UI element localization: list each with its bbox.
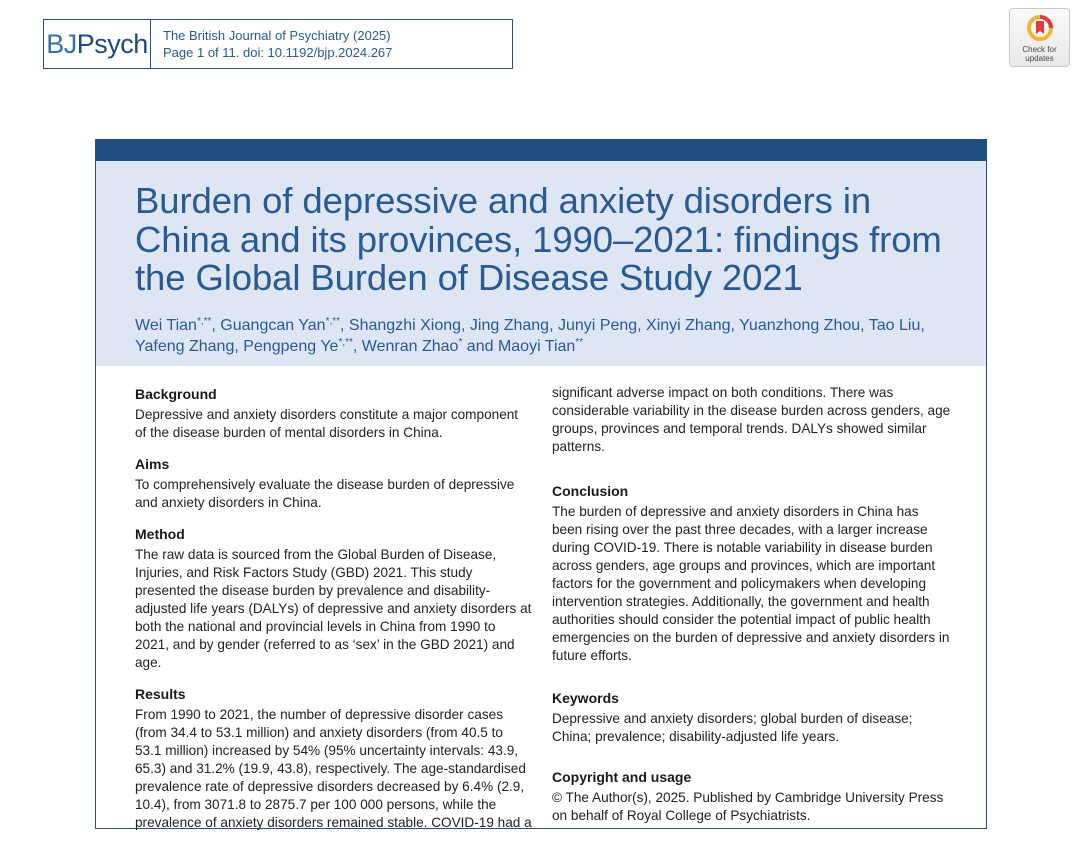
- author-separator: ,: [211, 317, 221, 334]
- author-separator: ,: [461, 317, 470, 334]
- author-name[interactable]: Yafeng Zhang: [135, 338, 235, 355]
- page-doi-line: Page 1 of 11. doi: 10.1192/bjp.2024.267: [163, 45, 393, 60]
- author-name[interactable]: Wenran Zhao: [361, 338, 459, 355]
- author-separator: ,: [920, 317, 925, 334]
- keywords-text: Depressive and anxiety disorders; global burden of disease; China; prevalence; disability-adjusted life years.: [552, 711, 913, 744]
- method-section: [135, 525, 533, 672]
- author-name[interactable]: Shangzhi Xiong: [348, 317, 462, 334]
- author-name[interactable]: Junyi Peng: [557, 317, 638, 334]
- journal-header: [43, 19, 513, 69]
- author-affiliation-marks: **: [575, 337, 584, 348]
- method-heading: Method: [135, 526, 185, 542]
- check-for-updates-button[interactable]: [1009, 8, 1070, 67]
- journal-name-line: [163, 27, 392, 44]
- author-name[interactable]: Maoyi Tian: [497, 338, 576, 355]
- abstract-right-column: [552, 384, 952, 838]
- copyright-heading: Copyright and usage: [552, 769, 692, 785]
- author-name[interactable]: Xinyi Zhang: [646, 317, 731, 334]
- author-separator: ,: [340, 317, 349, 334]
- author-affiliation-marks: *: [458, 337, 463, 348]
- logo-psych-text: Psych: [76, 28, 148, 59]
- abstract-left-column: [135, 385, 533, 845]
- author-separator: ,: [549, 317, 558, 334]
- author-name[interactable]: Jing Zhang: [469, 317, 550, 334]
- results-heading: Results: [135, 686, 186, 702]
- background-heading: Background: [135, 386, 217, 402]
- background-text: Depressive and anxiety disorders constitute a major component of the disease burden of mental disorders in China.: [135, 407, 519, 440]
- citation-block: [151, 20, 392, 68]
- title-band: [96, 140, 986, 366]
- author-separator: ,: [860, 317, 869, 334]
- author-separator: and: [462, 338, 498, 355]
- author-name[interactable]: Pengpeng Ye: [243, 338, 339, 355]
- results-section: [135, 685, 533, 832]
- check-for-updates-icon: [1027, 15, 1053, 45]
- updates-label-line2: updates: [1025, 54, 1054, 63]
- title-top-rule: [96, 140, 986, 161]
- article-first-page: [95, 139, 987, 829]
- journal-name: The British Journal of Psychiatry: [163, 28, 350, 43]
- aims-text: To comprehensively evaluate the disease burden of depressive and anxiety disorders in China.: [135, 477, 515, 510]
- author-affiliation-marks: *,**: [196, 316, 212, 327]
- author-separator: ,: [352, 338, 362, 355]
- logo-bj-text: BJ: [46, 28, 77, 59]
- aims-heading: Aims: [135, 456, 170, 472]
- author-list: [135, 315, 975, 357]
- keywords-heading: Keywords: [552, 690, 619, 706]
- author-separator: ,: [234, 338, 244, 355]
- copyright-section: [552, 768, 952, 825]
- method-text: The raw data is sourced from the Global Burden of Disease, Injuries, and Risk Factors Study (GBD) 2021. This study presented the disease burden by prevalence and disability-adjusted life years (DALYs) of depressive and anxiety disorders at both the national and provincial levels in China from 1990 to 2021, and by gender (referred to as ‘sex’ in the GBD 2021) and age.: [135, 547, 532, 670]
- author-name[interactable]: Guangcan Yan: [220, 317, 326, 334]
- results-continuation-text: significant adverse impact on both conditions. There was considerable variability in the disease burden across genders, age groups, provinces and temporal trends. DALYs showed similar patterns.: [552, 385, 951, 454]
- keywords-section: [552, 689, 952, 746]
- author-name[interactable]: Tao Liu: [868, 317, 921, 334]
- conclusion-section: [552, 482, 952, 665]
- conclusion-heading: Conclusion: [552, 483, 629, 499]
- author-affiliation-marks: *,**: [338, 337, 353, 348]
- updates-label-line1: Check for: [1022, 45, 1057, 54]
- copyright-text: © The Author(s), 2025. Published by Cambridge University Press on behalf of Royal College of Psychiatrists.: [552, 790, 944, 823]
- article-title: Burden of depressive and anxiety disorders in China and its provinces, 1990–2021: findings from the Global Burden of Disease Study 2021: [135, 180, 942, 298]
- author-affiliation-marks: *,**: [325, 316, 341, 327]
- background-section: [135, 385, 533, 442]
- journal-logo[interactable]: [44, 20, 151, 68]
- author-name[interactable]: Wei Tian: [135, 317, 197, 334]
- author-separator: ,: [730, 317, 740, 334]
- results-text: From 1990 to 2021, the number of depressive disorder cases (from 34.4 to 53.1 million) and anxiety disorders (from 40.5 to 53.1 million) increased by 54% (95% uncertainty intervals: 43.9, 65.3) and 31.2% (19.9, 43.8), respectively. The age-standardised prevalence rate of depressive disorders decreased by 6.4% (2.9, 10.4), from 3071.8 to 2875.7 per 100 000 persons, while the prevalence of anxiety disorders remained stable. COVID-19 had a: [135, 707, 532, 830]
- journal-year: (2025): [353, 28, 391, 43]
- conclusion-text: The burden of depressive and anxiety disorders in China has been rising over the past three decades, with a larger increase during COVID-19. There is notable variability in disease burden across genders, age groups and provinces, which are important factors for the government and policymakers when developing intervention strategies. Additionally, the government and health authorities should consider the potential impact of public health emergencies on the burden of depressive and anxiety disorders in future efforts.: [552, 504, 950, 663]
- author-separator: ,: [637, 317, 647, 334]
- results-continuation: [552, 384, 952, 456]
- author-name[interactable]: Yuanzhong Zhou: [739, 317, 861, 334]
- aims-section: [135, 455, 533, 512]
